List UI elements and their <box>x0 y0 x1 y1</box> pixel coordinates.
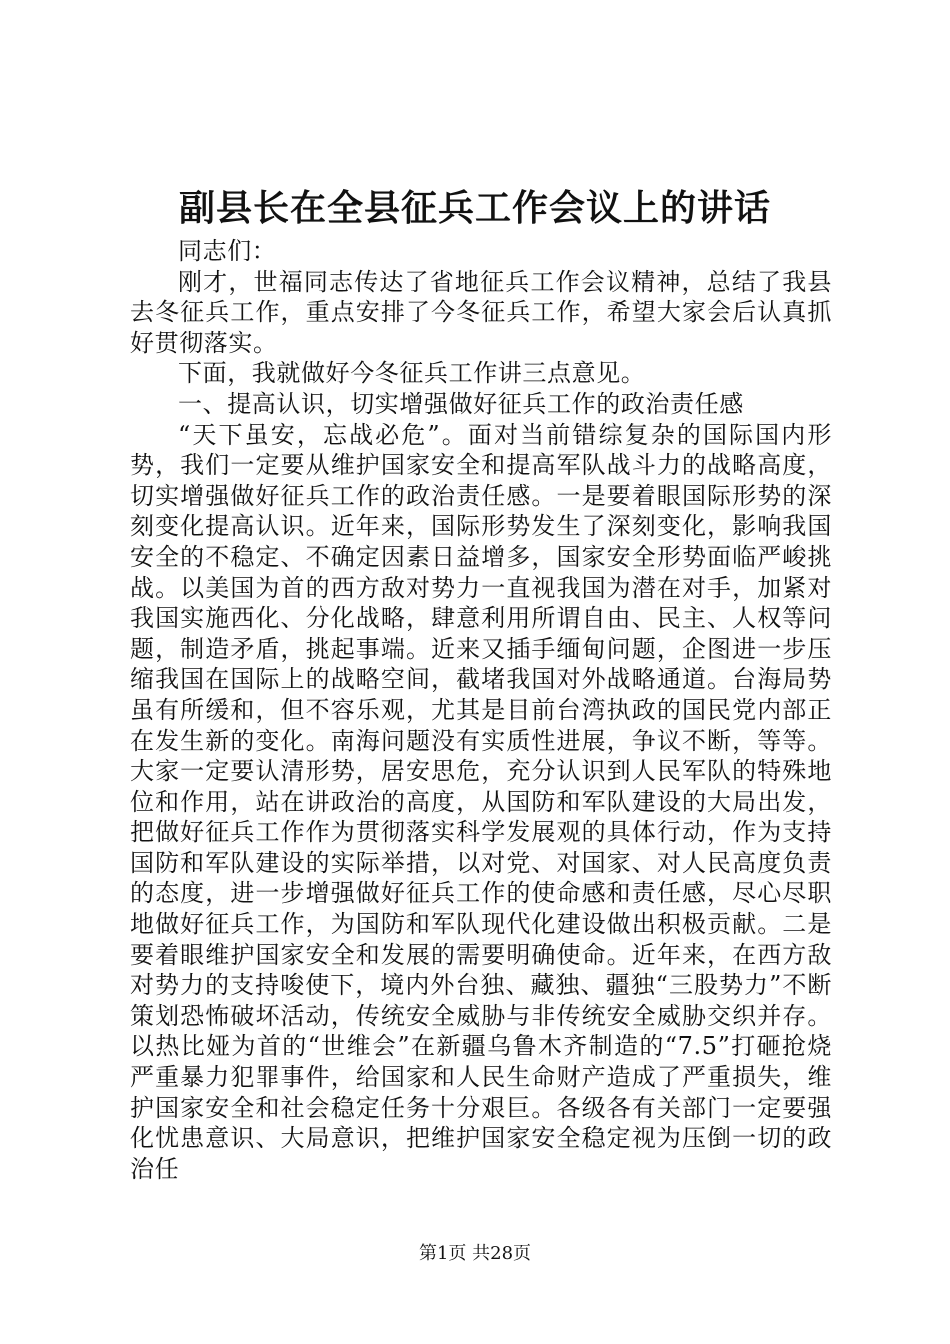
page-footer: 第1页 共28页 <box>418 1243 532 1264</box>
body-paragraph: 下面，我就做好今冬征兵工作讲三点意见。 <box>178 359 646 388</box>
salutation-paragraph: 同志们： <box>178 237 277 265</box>
document-body <box>130 236 832 1184</box>
document-title: 副县长在全县征兵工作会议上的讲话 <box>178 187 771 229</box>
section-heading: 一、提高认识，切实增强做好征兵工作的政治责任感 <box>178 389 744 418</box>
body-paragraph: 刚才，世福同志传达了省地征兵工作会议精神，总结了我县去冬征兵工作，重点安排了今冬征兵工作，希望大家会后认真抓好贯彻落实。 <box>130 267 832 357</box>
body-paragraph: “天下虽安，忘战必危”。面对当前错综复杂的国际国内形势，我们一定要从维护国家安全和提高军队战斗力的战略高度，切实增强做好征兵工作的政治责任感。一是要着眼国际形势的深刻变化提高认识。近年来，国际形势发生了深刻变化，影响我国安全的不稳定、不确定因素日益增多，国家安全形势面临严峻挑战。以美国为首的西方敌对势力一直视我国为潜在对手，加紧对我国实施西化、分化战略，肆意利用所谓自由、民主、人权等问题，制造矛盾，挑起事端。近来又插手缅甸问题，企图进一步压缩我国在国际上的战略空间，截堵我国对外战略通道。台海局势虽有所缓和，但不容乐观，尤其是目前台湾执政的国民党内部正在发生新的变化。南海问题没有实质性进展，争议不断，等等。大家一定要认清形势，居安思危，充分认识到人民军队的特殊地位和作用，站在讲政治的高度，从国防和军队建设的大局出发，把做好征兵工作作为贯彻落实科学发展观的具体行动，作为支持国防和军队建设的实际举措，以对党、对国家、对人民高度负责的态度，进一步增强做好征兵工作的使命感和责任感，尽心尽职地做好征兵工作，为国防和军队现代化建设做出积极贡献。二是要着眼维护国家安全和发展的需要明确使命。近年来，在西方敌对势力的支持唆使下，境内外台独、藏独、疆独“三股势力”不断策划恐怖破坏活动，传统安全威胁与非传统安全威胁交织并存。以热比娅为首的“世维会”在新疆乌鲁木齐制造的“7.5”打砸抢烧严重暴力犯罪事件，给国家和人民生命财产造成了严重损失，维护国家安全和社会稳定任务十分艰巨。各级各有关部门一定要强化忧患意识、大局意识，把维护国家安全稳定视为压倒一切的政治任 <box>130 420 832 1183</box>
